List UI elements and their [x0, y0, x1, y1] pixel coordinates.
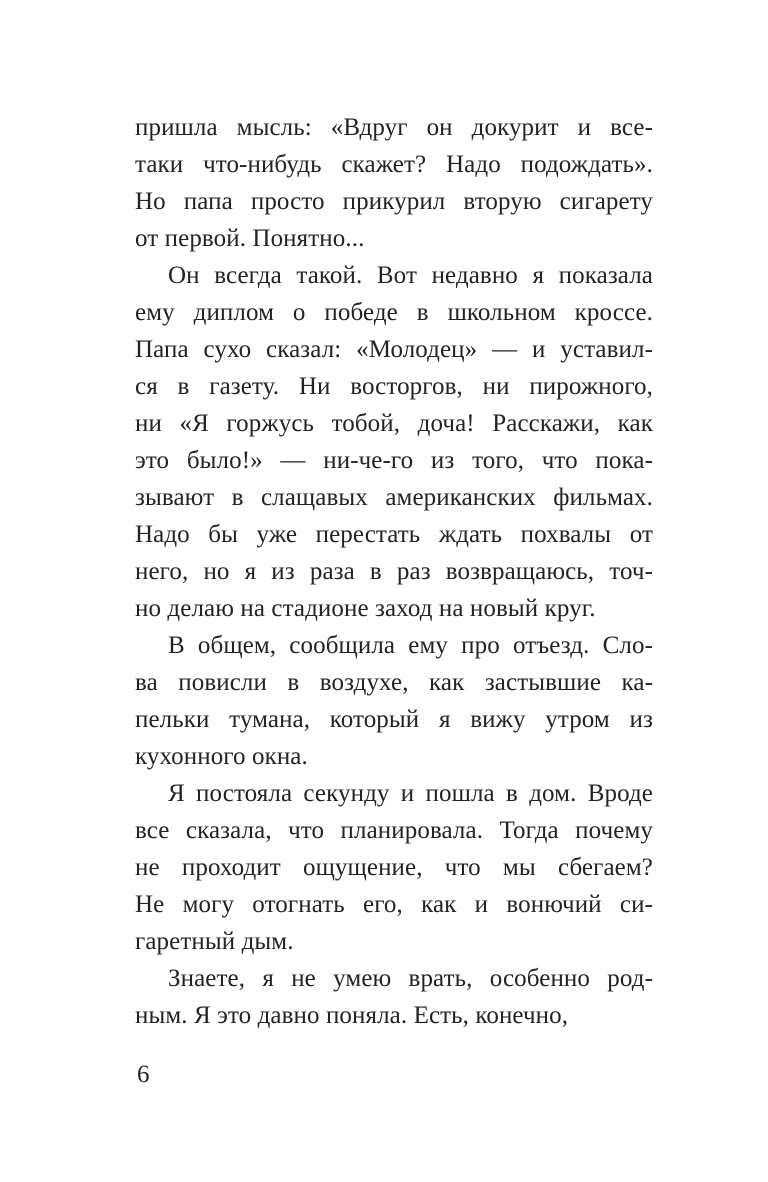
text-line: зывают в слащавых американских фильмах. [135, 484, 653, 511]
paragraph [135, 257, 653, 627]
text-line: ему диплом о победе в школьном кроссе. [135, 299, 653, 326]
page-number: 6 [137, 1061, 150, 1088]
text-line: ни «Я горжусь тобой, доча! Расскажи, как [135, 410, 653, 437]
page-text [135, 109, 653, 1034]
text-line: Он всегда такой. Вот недавно я показала [168, 262, 653, 289]
paragraph [135, 109, 653, 257]
paragraph [135, 960, 653, 1034]
paragraph [135, 627, 653, 775]
text-line: но делаю на стадионе заход на новый круг. [135, 595, 596, 622]
text-line: кухонного окна. [135, 743, 308, 770]
text-line: ва повисли в воздухе, как застывшие ка- [135, 669, 653, 696]
text-line: ным. Я это давно поняла. Есть, конечно, [135, 1002, 569, 1029]
text-line: таки что-нибудь скажет? Надо подождать». [135, 151, 653, 178]
text-line: не проходит ощущение, что мы сбегаем? [135, 854, 653, 881]
text-line: Но папа просто прикурил вторую сигарету [135, 188, 653, 215]
paragraph [135, 775, 653, 960]
text-line: Не могу отогнать его, как и вонючий си- [135, 891, 653, 918]
text-line: Я постояла секунду и пошла в дом. Вроде [168, 780, 653, 807]
text-line: него, но я из раза в раз возвращаюсь, точ- [135, 558, 653, 585]
text-line: Надо бы уже перестать ждать похвалы от [135, 521, 653, 548]
text-line: Папа сухо сказал: «Молодец» — и уставил- [135, 336, 653, 363]
text-line: Знаете, я не умею врать, особенно род- [168, 965, 653, 992]
text-line: В общем, сообщила ему про отъезд. Сло- [168, 632, 653, 659]
text-line: все сказала, что планировала. Тогда почему [135, 817, 653, 844]
text-line: пришла мысль: «Вдруг он докурит и все- [135, 114, 653, 141]
text-line: это было!» — ни-че-го из того, что пока- [135, 447, 653, 474]
text-line: гаретный дым. [135, 928, 294, 955]
text-line: ся в газету. Ни восторгов, ни пирожного, [135, 373, 653, 400]
text-line: от первой. Понятно... [135, 225, 365, 252]
text-line: пельки тумана, который я вижу утром из [135, 706, 653, 733]
